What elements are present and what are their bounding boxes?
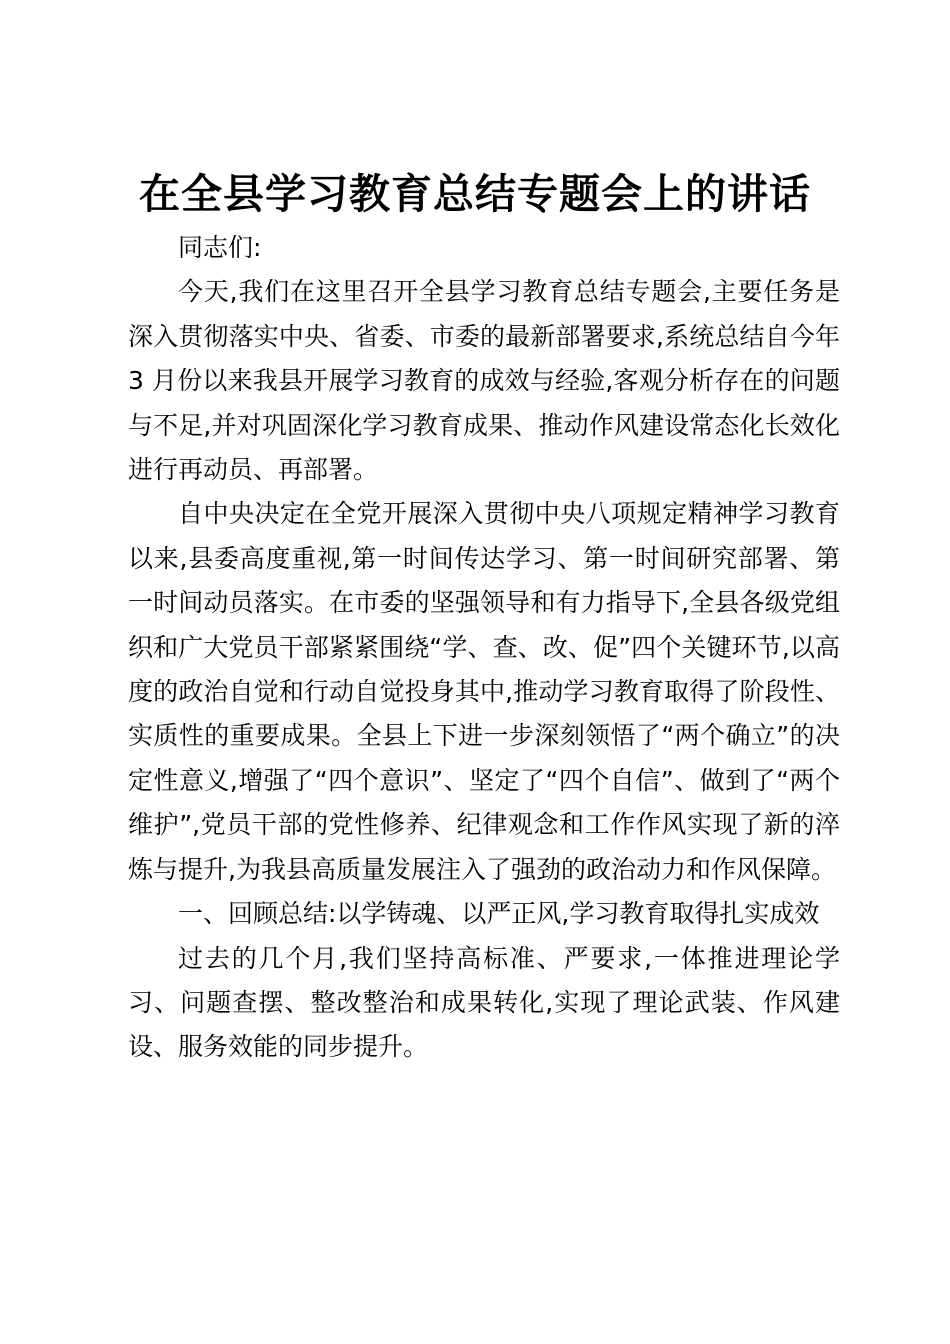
paragraph-background: 自中央决定在全党开展深入贯彻中央八项规定精神学习教育以来,县委高度重视,第一时间传达学习、第一时间研究部署、第一时间动员落实。在市委的坚强领导和有力指导下,全县各级党组织和广大党员干部紧紧围绕“学、查、改、促”四个关键环节,以高度的政治自觉和行动自觉投身其中,推动学习教育取得了阶段性、实质性的重要成果。全县上下进一步深刻领悟了“两个确立”的决定性意义,增强了“四个意识”、坚定了“四个自信”、做到了“两个维护”,党员干部的党性修养、纪律观念和工作作风实现了新的淬炼与提升,为我县高质量发展注入了强劲的政治动力和作风保障。 (128, 499, 840, 884)
salutation: 同志们: (178, 233, 262, 262)
document-body (128, 226, 840, 1070)
paragraph-intro: 今天,我们在这里召开全县学习教育总结专题会,主要任务是深入贯彻落实中央、省委、市委的最新部署要求,系统总结自今年 3 月份以来我县开展学习教育的成效与经验,客观分析存在的问题与不足,并对巩固深化学习教育成果、推动作风建设常态化长效化进行再动员、再部署。 (128, 277, 840, 485)
section-heading-1: 一、回顾总结:以学铸魂、以严正风,学习教育取得扎实成效 (178, 899, 820, 929)
paragraph-section-1: 过去的几个月,我们坚持高标准、严要求,一体推进理论学习、问题查摆、整改整治和成果转化,实现了理论武装、作风建设、服务效能的同步提升。 (128, 943, 840, 1062)
document-title: 在全县学习教育总结专题会上的讲话 (139, 170, 811, 218)
